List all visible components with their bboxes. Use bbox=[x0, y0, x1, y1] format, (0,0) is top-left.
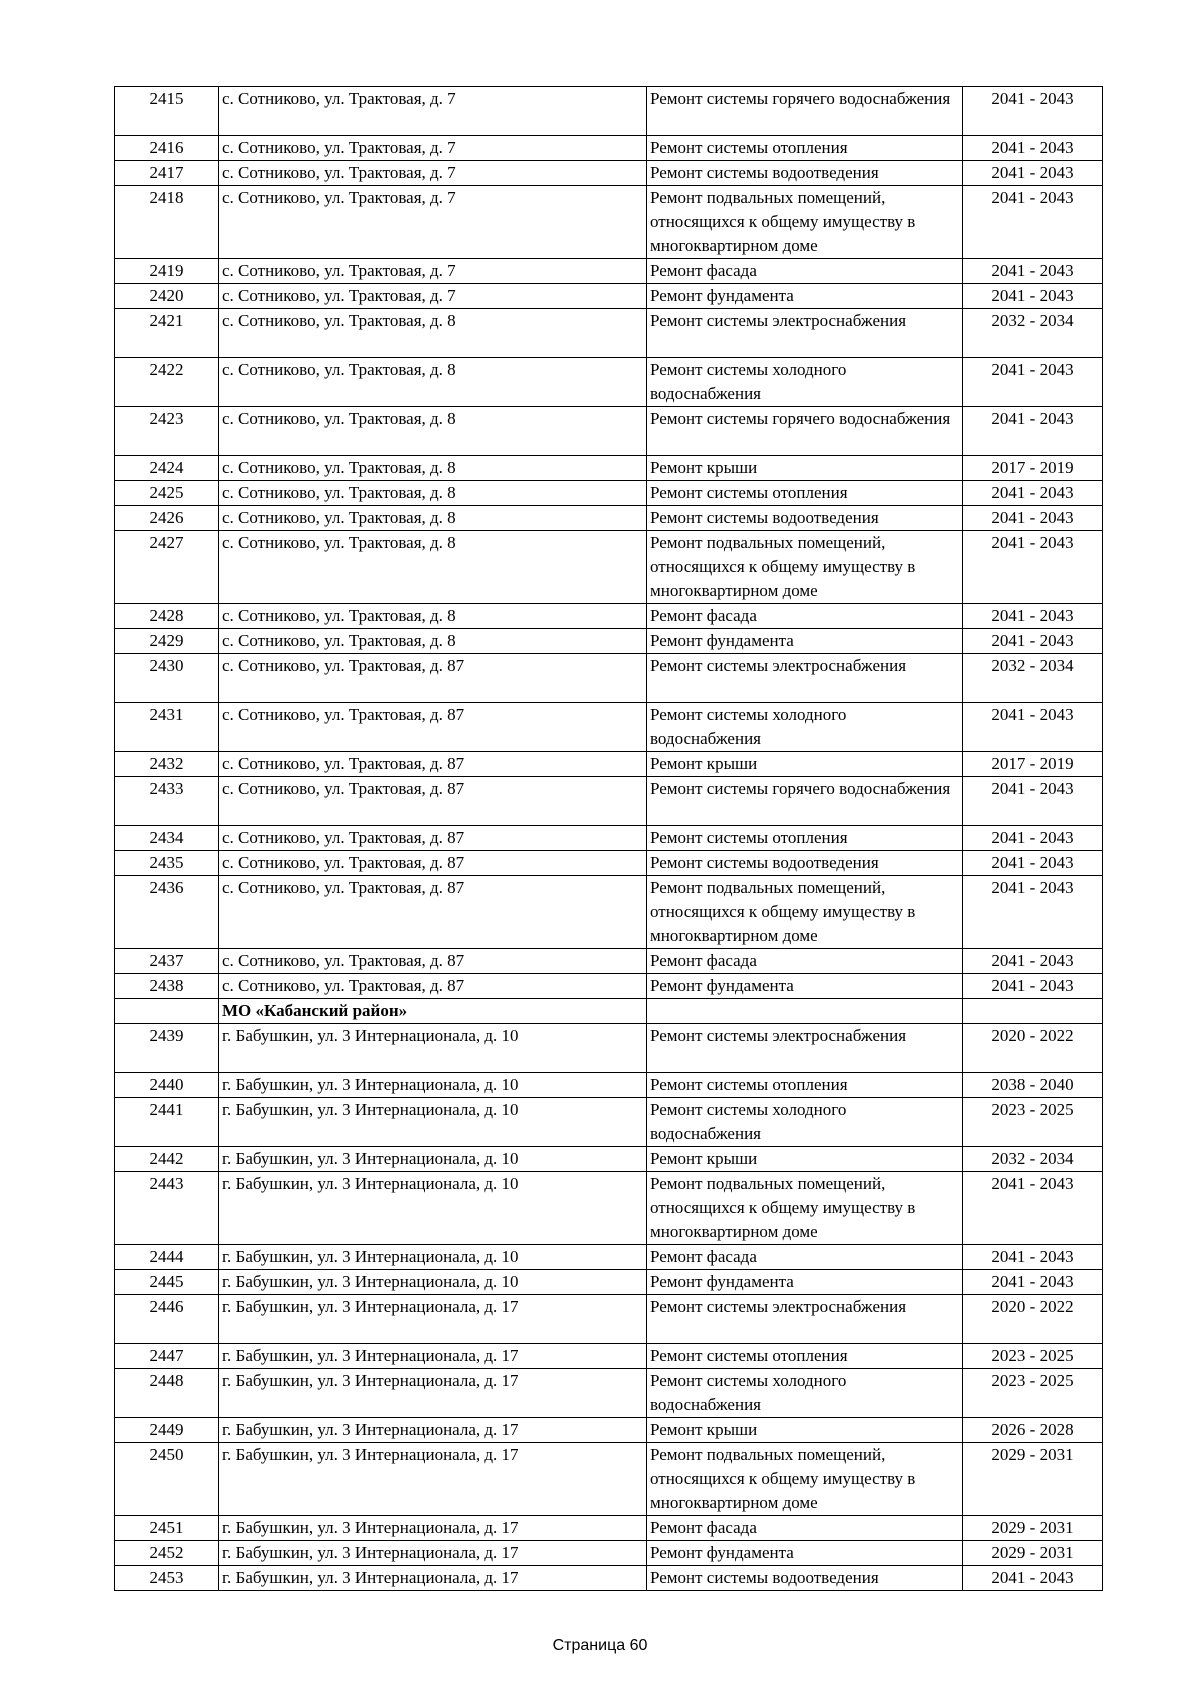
work-type-cell: Ремонт системы отопления bbox=[647, 136, 963, 161]
work-type-cell: Ремонт подвальных помещений, относящихся к общему имуществу в многоквартирном доме bbox=[647, 531, 963, 604]
period-cell: 2041 - 2043 bbox=[963, 876, 1103, 949]
work-type-cell: Ремонт системы электроснабжения bbox=[647, 1295, 963, 1344]
period-cell: 2041 - 2043 bbox=[963, 481, 1103, 506]
table-row bbox=[115, 1024, 1103, 1073]
period-cell: 2041 - 2043 bbox=[963, 703, 1103, 752]
table-row bbox=[115, 1245, 1103, 1270]
address-cell: с. Сотниково, ул. Трактовая, д. 8 bbox=[219, 358, 647, 407]
address-cell: г. Бабушкин, ул. 3 Интернационала, д. 10 bbox=[219, 1024, 647, 1073]
table-row bbox=[115, 87, 1103, 136]
work-type-cell: Ремонт фасада bbox=[647, 259, 963, 284]
period-cell: 2041 - 2043 bbox=[963, 1566, 1103, 1591]
period-cell: 2041 - 2043 bbox=[963, 949, 1103, 974]
work-type-cell: Ремонт системы холодного водоснабжения bbox=[647, 358, 963, 407]
row-number: 2452 bbox=[115, 1541, 219, 1566]
work-type-cell: Ремонт фундамента bbox=[647, 629, 963, 654]
period-cell: 2041 - 2043 bbox=[963, 259, 1103, 284]
address-cell: с. Сотниково, ул. Трактовая, д. 7 bbox=[219, 136, 647, 161]
table-row bbox=[115, 1418, 1103, 1443]
address-cell: г. Бабушкин, ул. 3 Интернационала, д. 10 bbox=[219, 1147, 647, 1172]
address-cell: г. Бабушкин, ул. 3 Интернационала, д. 10 bbox=[219, 1098, 647, 1147]
section-num-cell bbox=[115, 999, 219, 1024]
period-cell: 2041 - 2043 bbox=[963, 87, 1103, 136]
address-cell: с. Сотниково, ул. Трактовая, д. 8 bbox=[219, 456, 647, 481]
period-cell: 2041 - 2043 bbox=[963, 629, 1103, 654]
period-cell: 2041 - 2043 bbox=[963, 826, 1103, 851]
table-row bbox=[115, 1073, 1103, 1098]
row-number: 2440 bbox=[115, 1073, 219, 1098]
table-row bbox=[115, 1541, 1103, 1566]
row-number: 2436 bbox=[115, 876, 219, 949]
period-cell: 2023 - 2025 bbox=[963, 1369, 1103, 1418]
row-number: 2444 bbox=[115, 1245, 219, 1270]
table-row bbox=[115, 974, 1103, 999]
table-row bbox=[115, 752, 1103, 777]
period-cell: 2029 - 2031 bbox=[963, 1443, 1103, 1516]
repair-schedule-table bbox=[114, 86, 1103, 1591]
row-number: 2418 bbox=[115, 186, 219, 259]
work-type-cell: Ремонт фасада bbox=[647, 949, 963, 974]
address-cell: с. Сотниково, ул. Трактовая, д. 87 bbox=[219, 777, 647, 826]
table-row bbox=[115, 358, 1103, 407]
work-type-cell: Ремонт подвальных помещений, относящихся к общему имуществу в многоквартирном доме bbox=[647, 186, 963, 259]
row-number: 2453 bbox=[115, 1566, 219, 1591]
address-cell: с. Сотниково, ул. Трактовая, д. 8 bbox=[219, 506, 647, 531]
work-type-cell: Ремонт системы электроснабжения bbox=[647, 1024, 963, 1073]
table-row bbox=[115, 259, 1103, 284]
table-row bbox=[115, 826, 1103, 851]
period-cell: 2041 - 2043 bbox=[963, 604, 1103, 629]
row-number: 2439 bbox=[115, 1024, 219, 1073]
table-row bbox=[115, 703, 1103, 752]
address-cell: с. Сотниково, ул. Трактовая, д. 87 bbox=[219, 752, 647, 777]
period-cell: 2041 - 2043 bbox=[963, 136, 1103, 161]
address-cell: с. Сотниково, ул. Трактовая, д. 87 bbox=[219, 826, 647, 851]
work-type-cell: Ремонт системы горячего водоснабжения bbox=[647, 87, 963, 136]
table-row bbox=[115, 1098, 1103, 1147]
row-number: 2437 bbox=[115, 949, 219, 974]
work-type-cell: Ремонт подвальных помещений, относящихся к общему имуществу в многоквартирном доме bbox=[647, 876, 963, 949]
address-cell: с. Сотниково, ул. Трактовая, д. 8 bbox=[219, 531, 647, 604]
period-cell: 2041 - 2043 bbox=[963, 1172, 1103, 1245]
period-cell: 2026 - 2028 bbox=[963, 1418, 1103, 1443]
address-cell: г. Бабушкин, ул. 3 Интернационала, д. 17 bbox=[219, 1443, 647, 1516]
table-row bbox=[115, 161, 1103, 186]
row-number: 2430 bbox=[115, 654, 219, 703]
row-number: 2428 bbox=[115, 604, 219, 629]
section-title: МО «Кабанский район» bbox=[219, 999, 647, 1024]
address-cell: г. Бабушкин, ул. 3 Интернационала, д. 17 bbox=[219, 1516, 647, 1541]
address-cell: г. Бабушкин, ул. 3 Интернационала, д. 17 bbox=[219, 1418, 647, 1443]
row-number: 2442 bbox=[115, 1147, 219, 1172]
period-cell: 2041 - 2043 bbox=[963, 358, 1103, 407]
work-type-cell: Ремонт фундамента bbox=[647, 284, 963, 309]
work-type-cell: Ремонт системы холодного водоснабжения bbox=[647, 1098, 963, 1147]
address-cell: с. Сотниково, ул. Трактовая, д. 8 bbox=[219, 407, 647, 456]
period-cell: 2041 - 2043 bbox=[963, 1245, 1103, 1270]
row-number: 2419 bbox=[115, 259, 219, 284]
address-cell: с. Сотниково, ул. Трактовая, д. 8 bbox=[219, 309, 647, 358]
table-row bbox=[115, 1147, 1103, 1172]
address-cell: с. Сотниково, ул. Трактовая, д. 8 bbox=[219, 604, 647, 629]
work-type-cell: Ремонт системы отопления bbox=[647, 1344, 963, 1369]
address-cell: с. Сотниково, ул. Трактовая, д. 87 bbox=[219, 974, 647, 999]
work-type-cell: Ремонт системы водоотведения bbox=[647, 161, 963, 186]
table-row bbox=[115, 1270, 1103, 1295]
row-number: 2441 bbox=[115, 1098, 219, 1147]
address-cell: с. Сотниково, ул. Трактовая, д. 87 bbox=[219, 654, 647, 703]
table-row bbox=[115, 531, 1103, 604]
work-type-cell: Ремонт системы отопления bbox=[647, 481, 963, 506]
period-cell: 2032 - 2034 bbox=[963, 1147, 1103, 1172]
address-cell: г. Бабушкин, ул. 3 Интернационала, д. 17 bbox=[219, 1566, 647, 1591]
period-cell: 2017 - 2019 bbox=[963, 752, 1103, 777]
row-number: 2423 bbox=[115, 407, 219, 456]
table-row bbox=[115, 604, 1103, 629]
address-cell: г. Бабушкин, ул. 3 Интернационала, д. 17 bbox=[219, 1295, 647, 1344]
row-number: 2451 bbox=[115, 1516, 219, 1541]
address-cell: г. Бабушкин, ул. 3 Интернационала, д. 10 bbox=[219, 1245, 647, 1270]
row-number: 2431 bbox=[115, 703, 219, 752]
work-type-cell: Ремонт фундамента bbox=[647, 1270, 963, 1295]
table-row bbox=[115, 876, 1103, 949]
row-number: 2429 bbox=[115, 629, 219, 654]
row-number: 2446 bbox=[115, 1295, 219, 1344]
table-row bbox=[115, 1344, 1103, 1369]
address-cell: г. Бабушкин, ул. 3 Интернационала, д. 10 bbox=[219, 1073, 647, 1098]
table-row bbox=[115, 284, 1103, 309]
work-type-cell: Ремонт системы водоотведения bbox=[647, 851, 963, 876]
address-cell: г. Бабушкин, ул. 3 Интернационала, д. 17 bbox=[219, 1344, 647, 1369]
row-number: 2447 bbox=[115, 1344, 219, 1369]
table-row bbox=[115, 654, 1103, 703]
table-row bbox=[115, 1295, 1103, 1344]
work-type-cell: Ремонт системы электроснабжения bbox=[647, 654, 963, 703]
row-number: 2432 bbox=[115, 752, 219, 777]
address-cell: с. Сотниково, ул. Трактовая, д. 7 bbox=[219, 161, 647, 186]
row-number: 2422 bbox=[115, 358, 219, 407]
section-period-cell bbox=[963, 999, 1103, 1024]
address-cell: г. Бабушкин, ул. 3 Интернационала, д. 10 bbox=[219, 1270, 647, 1295]
period-cell: 2023 - 2025 bbox=[963, 1098, 1103, 1147]
work-type-cell: Ремонт системы горячего водоснабжения bbox=[647, 407, 963, 456]
work-type-cell: Ремонт фасада bbox=[647, 1516, 963, 1541]
period-cell: 2017 - 2019 bbox=[963, 456, 1103, 481]
period-cell: 2041 - 2043 bbox=[963, 1270, 1103, 1295]
row-number: 2434 bbox=[115, 826, 219, 851]
row-number: 2449 bbox=[115, 1418, 219, 1443]
table-row bbox=[115, 629, 1103, 654]
address-cell: с. Сотниково, ул. Трактовая, д. 87 bbox=[219, 703, 647, 752]
table-row bbox=[115, 309, 1103, 358]
table-row bbox=[115, 1369, 1103, 1418]
period-cell: 2032 - 2034 bbox=[963, 654, 1103, 703]
row-number: 2425 bbox=[115, 481, 219, 506]
table-row bbox=[115, 506, 1103, 531]
address-cell: с. Сотниково, ул. Трактовая, д. 8 bbox=[219, 629, 647, 654]
row-number: 2420 bbox=[115, 284, 219, 309]
period-cell: 2041 - 2043 bbox=[963, 506, 1103, 531]
address-cell: с. Сотниково, ул. Трактовая, д. 7 bbox=[219, 87, 647, 136]
work-type-cell: Ремонт системы водоотведения bbox=[647, 506, 963, 531]
work-type-cell: Ремонт системы холодного водоснабжения bbox=[647, 703, 963, 752]
period-cell: 2020 - 2022 bbox=[963, 1295, 1103, 1344]
table-row bbox=[115, 481, 1103, 506]
table-body bbox=[115, 87, 1103, 1591]
address-cell: с. Сотниково, ул. Трактовая, д. 8 bbox=[219, 481, 647, 506]
row-number: 2417 bbox=[115, 161, 219, 186]
table-row bbox=[115, 949, 1103, 974]
work-type-cell: Ремонт системы электроснабжения bbox=[647, 309, 963, 358]
work-type-cell: Ремонт крыши bbox=[647, 456, 963, 481]
table-row bbox=[115, 1443, 1103, 1516]
page-number: Страница 60 bbox=[552, 1637, 648, 1654]
address-cell: г. Бабушкин, ул. 3 Интернационала, д. 17 bbox=[219, 1369, 647, 1418]
row-number: 2421 bbox=[115, 309, 219, 358]
work-type-cell: Ремонт системы холодного водоснабжения bbox=[647, 1369, 963, 1418]
work-type-cell: Ремонт системы отопления bbox=[647, 826, 963, 851]
table-row bbox=[115, 456, 1103, 481]
row-number: 2433 bbox=[115, 777, 219, 826]
row-number: 2427 bbox=[115, 531, 219, 604]
table-row bbox=[115, 136, 1103, 161]
row-number: 2443 bbox=[115, 1172, 219, 1245]
table-row bbox=[115, 1516, 1103, 1541]
period-cell: 2041 - 2043 bbox=[963, 284, 1103, 309]
address-cell: с. Сотниково, ул. Трактовая, д. 87 bbox=[219, 851, 647, 876]
period-cell: 2041 - 2043 bbox=[963, 161, 1103, 186]
table-row bbox=[115, 851, 1103, 876]
period-cell: 2041 - 2043 bbox=[963, 531, 1103, 604]
address-cell: с. Сотниково, ул. Трактовая, д. 87 bbox=[219, 949, 647, 974]
address-cell: г. Бабушкин, ул. 3 Интернационала, д. 17 bbox=[219, 1541, 647, 1566]
section-header-row bbox=[115, 999, 1103, 1024]
work-type-cell: Ремонт системы отопления bbox=[647, 1073, 963, 1098]
work-type-cell: Ремонт фундамента bbox=[647, 1541, 963, 1566]
period-cell: 2029 - 2031 bbox=[963, 1516, 1103, 1541]
address-cell: с. Сотниково, ул. Трактовая, д. 7 bbox=[219, 186, 647, 259]
address-cell: г. Бабушкин, ул. 3 Интернационала, д. 10 bbox=[219, 1172, 647, 1245]
row-number: 2426 bbox=[115, 506, 219, 531]
work-type-cell: Ремонт подвальных помещений, относящихся к общему имуществу в многоквартирном доме bbox=[647, 1172, 963, 1245]
row-number: 2435 bbox=[115, 851, 219, 876]
period-cell: 2041 - 2043 bbox=[963, 777, 1103, 826]
work-type-cell: Ремонт подвальных помещений, относящихся к общему имуществу в многоквартирном доме bbox=[647, 1443, 963, 1516]
work-type-cell: Ремонт системы горячего водоснабжения bbox=[647, 777, 963, 826]
row-number: 2448 bbox=[115, 1369, 219, 1418]
work-type-cell: Ремонт фасада bbox=[647, 604, 963, 629]
table-row bbox=[115, 1172, 1103, 1245]
row-number: 2450 bbox=[115, 1443, 219, 1516]
table-row bbox=[115, 407, 1103, 456]
table-row bbox=[115, 1566, 1103, 1591]
period-cell: 2041 - 2043 bbox=[963, 851, 1103, 876]
work-type-cell: Ремонт фундамента bbox=[647, 974, 963, 999]
row-number: 2438 bbox=[115, 974, 219, 999]
address-cell: с. Сотниково, ул. Трактовая, д. 7 bbox=[219, 284, 647, 309]
work-type-cell: Ремонт фасада bbox=[647, 1245, 963, 1270]
row-number: 2415 bbox=[115, 87, 219, 136]
work-type-cell: Ремонт крыши bbox=[647, 1147, 963, 1172]
address-cell: с. Сотниково, ул. Трактовая, д. 7 bbox=[219, 259, 647, 284]
section-work-cell bbox=[647, 999, 963, 1024]
row-number: 2445 bbox=[115, 1270, 219, 1295]
work-type-cell: Ремонт крыши bbox=[647, 752, 963, 777]
table-row bbox=[115, 186, 1103, 259]
period-cell: 2041 - 2043 bbox=[963, 974, 1103, 999]
row-number: 2416 bbox=[115, 136, 219, 161]
period-cell: 2023 - 2025 bbox=[963, 1344, 1103, 1369]
work-type-cell: Ремонт крыши bbox=[647, 1418, 963, 1443]
period-cell: 2041 - 2043 bbox=[963, 186, 1103, 259]
period-cell: 2020 - 2022 bbox=[963, 1024, 1103, 1073]
period-cell: 2029 - 2031 bbox=[963, 1541, 1103, 1566]
table-row bbox=[115, 777, 1103, 826]
work-type-cell: Ремонт системы водоотведения bbox=[647, 1566, 963, 1591]
address-cell: с. Сотниково, ул. Трактовая, д. 87 bbox=[219, 876, 647, 949]
period-cell: 2038 - 2040 bbox=[963, 1073, 1103, 1098]
period-cell: 2032 - 2034 bbox=[963, 309, 1103, 358]
row-number: 2424 bbox=[115, 456, 219, 481]
period-cell: 2041 - 2043 bbox=[963, 407, 1103, 456]
